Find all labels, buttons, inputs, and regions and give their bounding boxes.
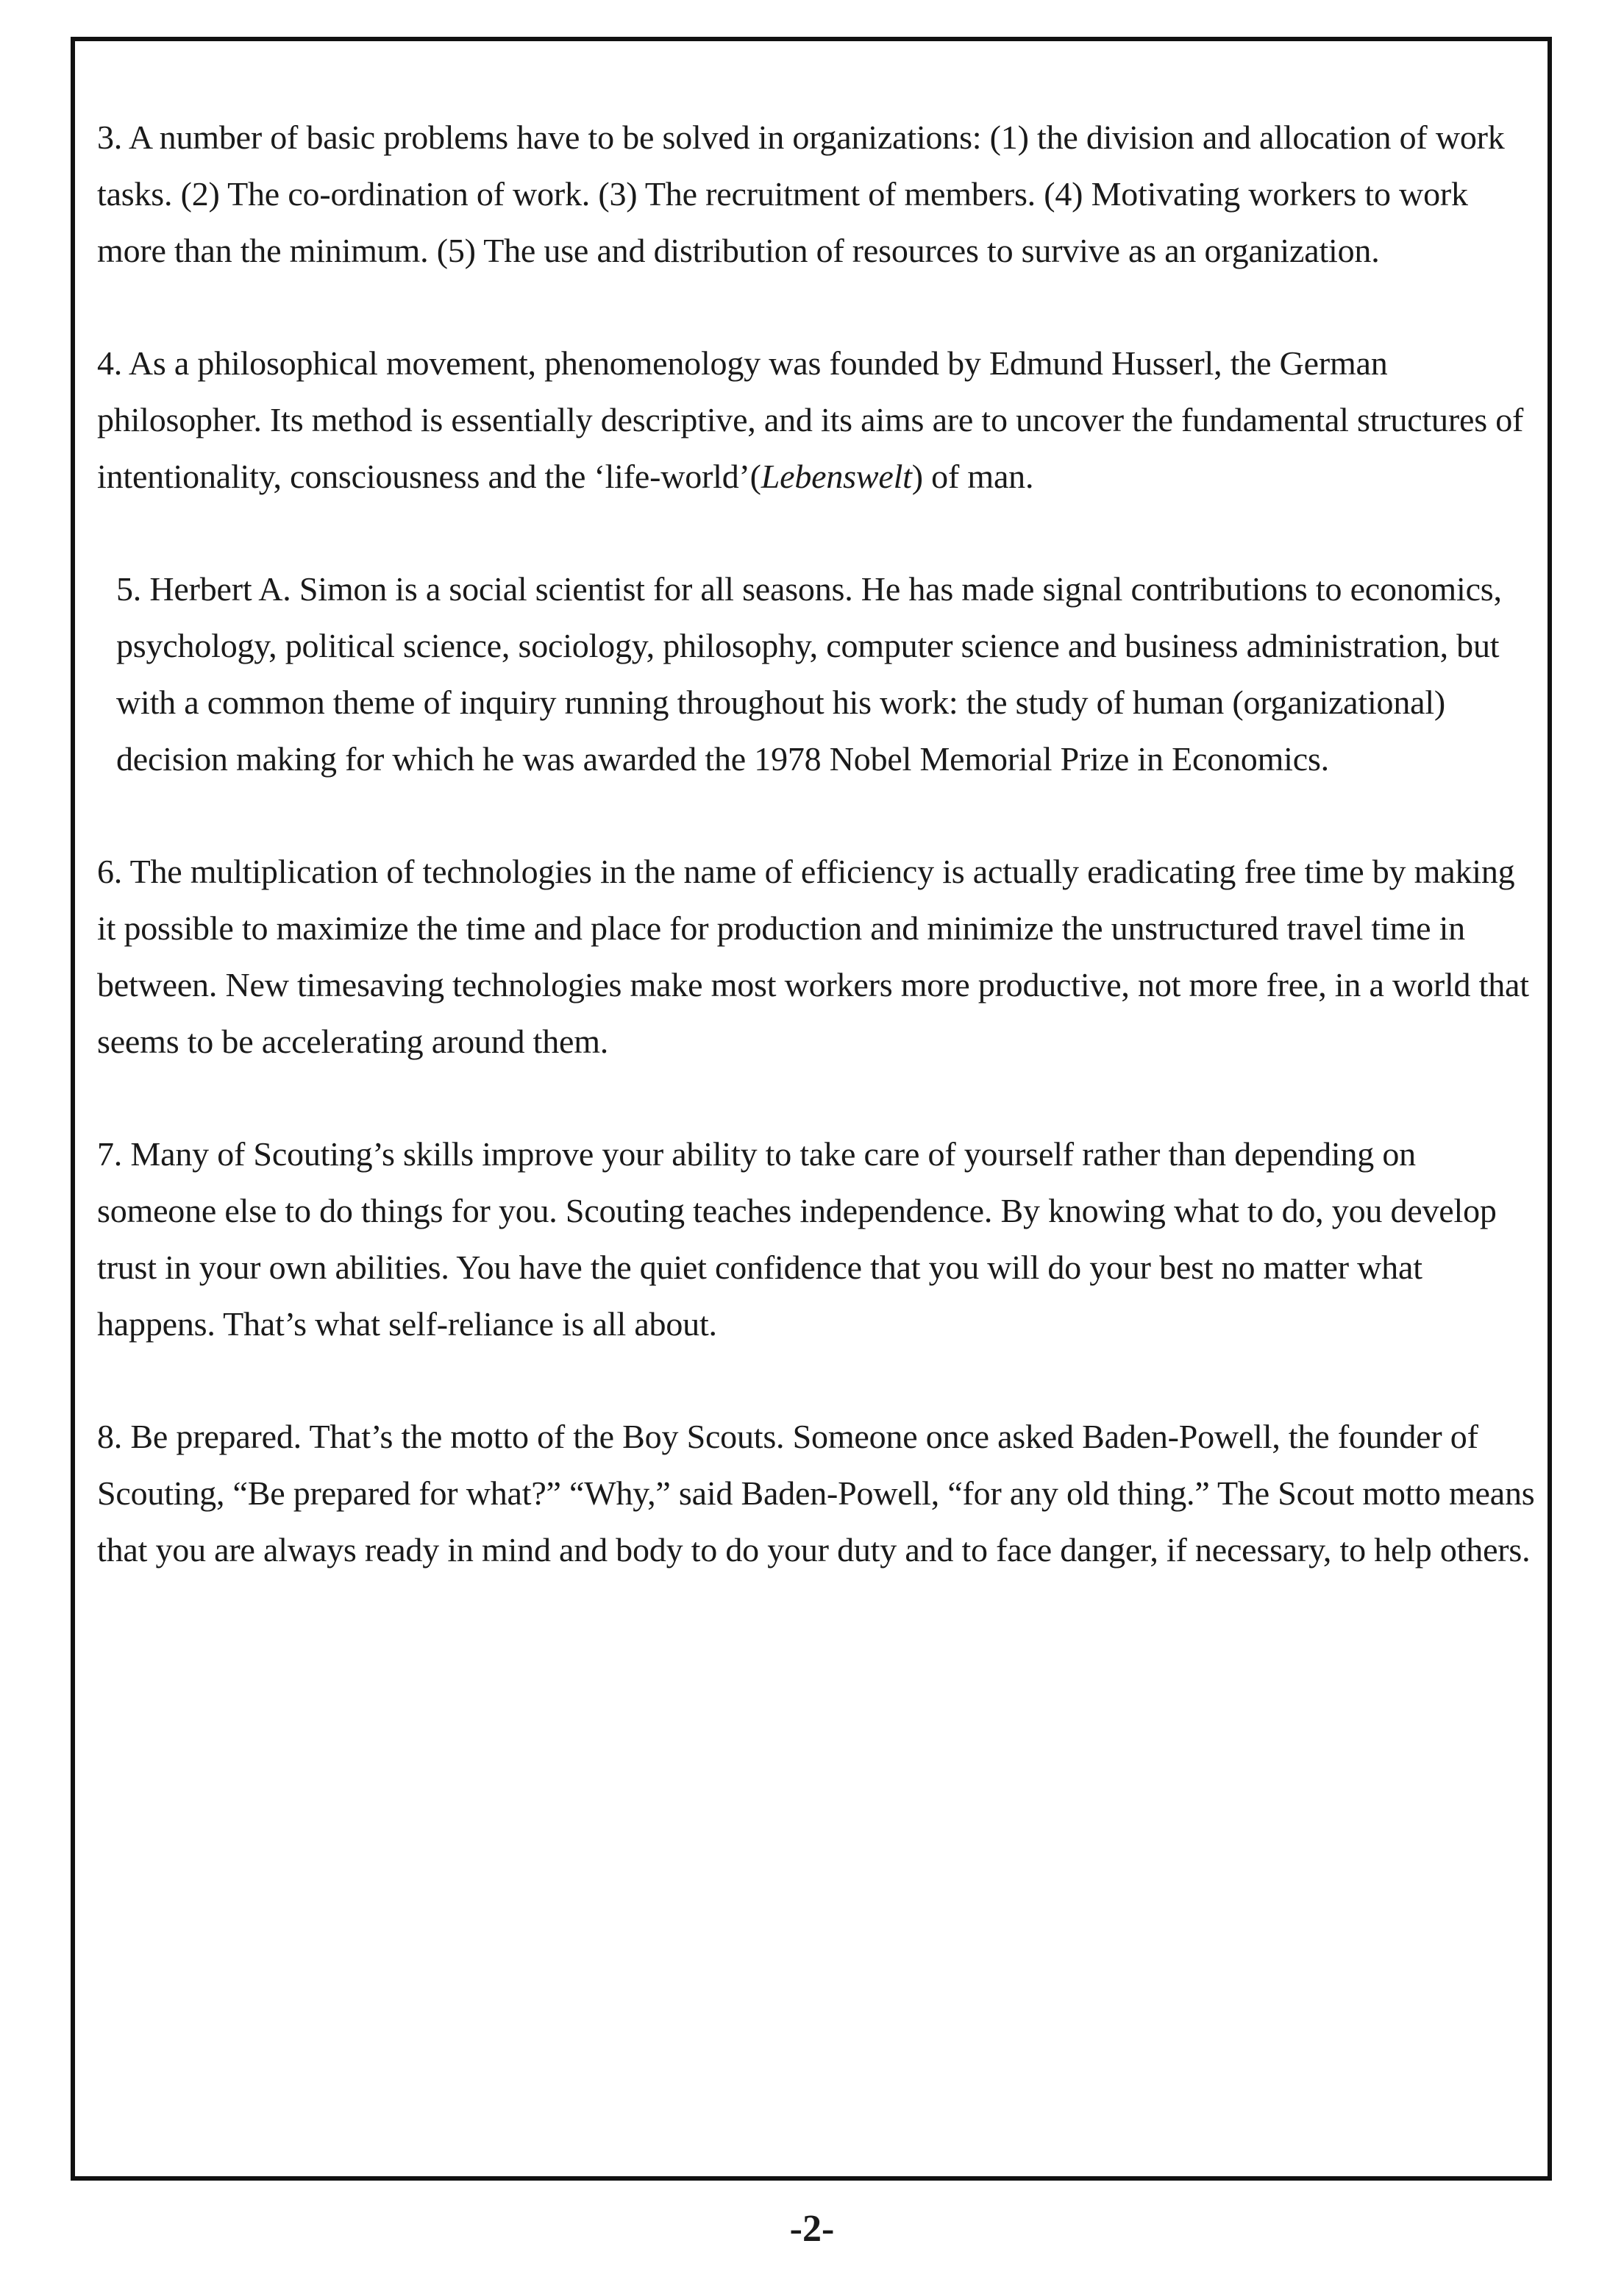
paragraph-4-text: 4. As a philosophical movement, phenomenology was founded by Edmund Husserl, the German philosopher. Its method is essentially descriptive, and its aims are to uncover the fundamental structures of intentionality, consciousness and the ‘life-world’(: [97, 344, 1524, 495]
paragraph-4-italic-term: Lebenswelt: [761, 458, 912, 495]
paragraph-6: 6. The multiplication of technologies in the name of efficiency is actually eradicating free time by making it possible to maximize the time and place for production and minimize the unstructured travel time in between. New timesaving technologies make most workers more productive, not more free, in a world that seems to be accelerating around them.: [97, 853, 1529, 1060]
page-number: -2-: [789, 2208, 835, 2250]
document-body: [97, 109, 1539, 1634]
paragraph-8: 8. Be prepared. That’s the motto of the Boy Scouts. Someone once asked Baden-Powell, the founder of Scouting, “Be prepared for what?” “Why,” said Baden-Powell, “for any old thing.” The Scout motto means that you are always ready in mind and body to do your duty and to face danger, if necessary, to help others.: [97, 1418, 1535, 1569]
paragraph-4: [97, 335, 1539, 505]
paragraph-5: 5. Herbert A. Simon is a social scientist for all seasons. He has made signal contributions to economics, psychology, political science, sociology, philosophy, computer science and business administration, but with a common theme of inquiry running throughout his work: the study of human (organizational) decision making for which he was awarded the 1978 Nobel Memorial Prize in Economics.: [116, 570, 1502, 778]
paragraph-7: 7. Many of Scouting’s skills improve your ability to take care of yourself rather than depending on someone else to do things for you. Scouting teaches independence. By knowing what to do, you develop trust in your own abilities. You have the quiet confidence that you will do your best no matter what happens. That’s what self-reliance is all about.: [97, 1135, 1497, 1343]
paragraph-4-text-end: ) of man.: [911, 458, 1034, 495]
paragraph-3: 3. A number of basic problems have to be solved in organizations: (1) the division and allocation of work tasks. (2) The co-ordination of work. (3) The recruitment of members. (4) Motivating workers to work more than the minimum. (5) The use and distribution of resources to survive as an organization.: [97, 118, 1505, 269]
